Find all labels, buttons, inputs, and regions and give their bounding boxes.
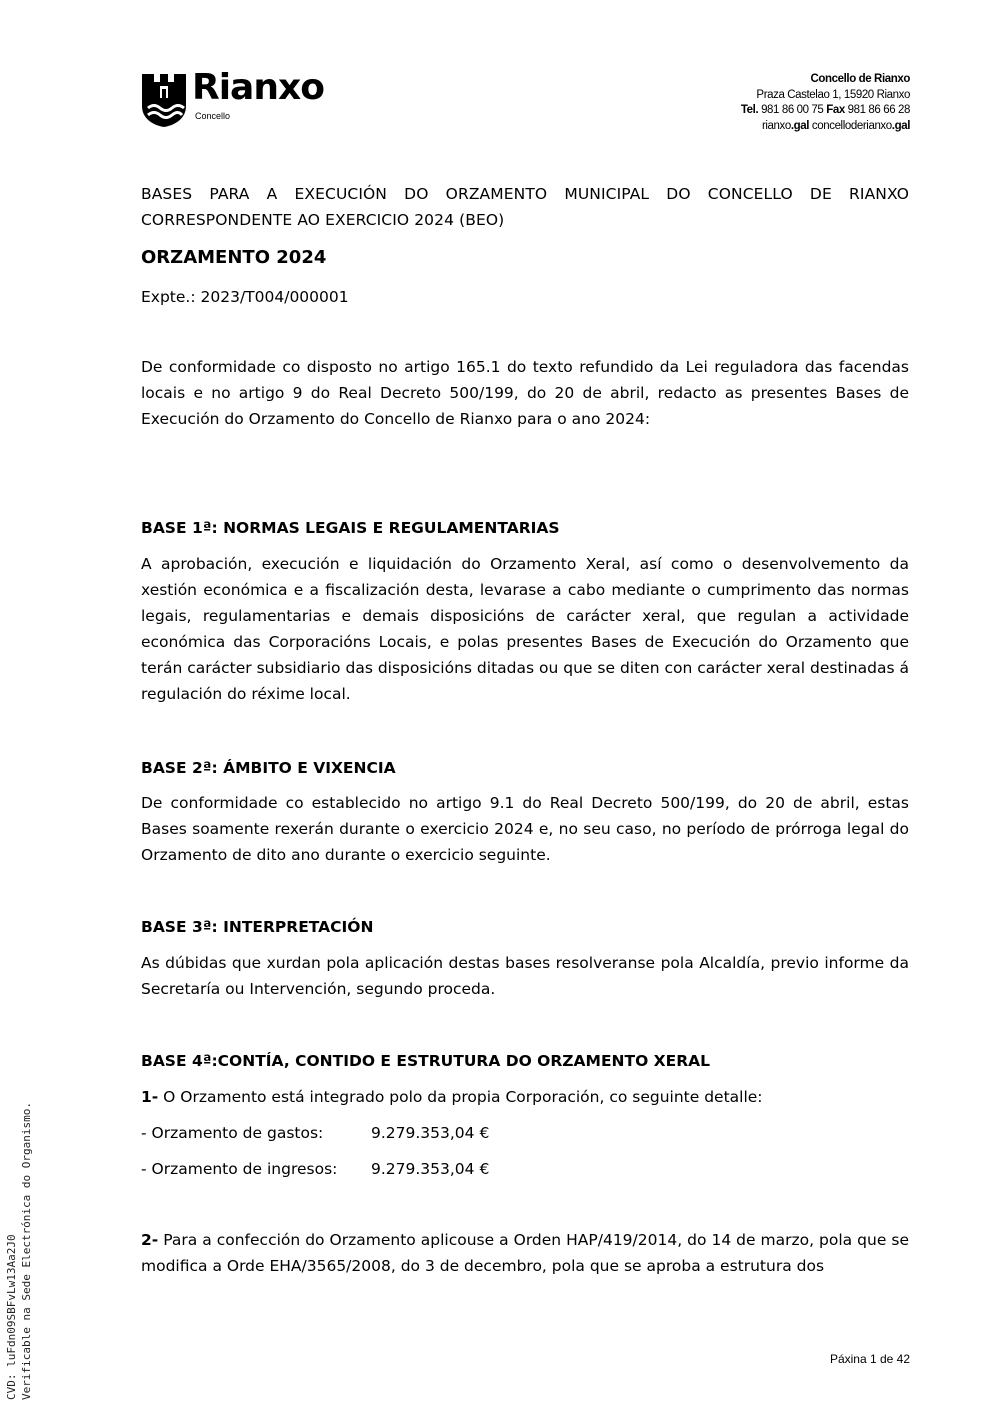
budget-income-row xyxy=(141,1156,909,1182)
cvd-code: CVD: luFdn09SBFvLw13Aa2J0 xyxy=(5,1234,18,1400)
budget-expenses-row xyxy=(141,1120,909,1146)
expenses-label: - Orzamento de gastos: xyxy=(141,1124,324,1142)
base-1-heading: BASE 1ª: NORMAS LEGAIS E REGULAMENTARIAS xyxy=(141,519,560,537)
base-1-text: A aprobación, execución e liquidación do Orzamento Xeral, así como o desenvolvemento da xestión económica e a fiscalización desta, levarase a cabo mediante o cumprimento das normas legais, regulamentarias e demais disposicións de carácter xeral, que regulan a actividade económica das Corporacións Locais, e polas presentes Bases de Execución do Orzamento que terán carácter subsidiario das disposicións ditadas ou que se diten con carácter xeral destinadas á regulación do réxime local. xyxy=(141,555,909,703)
logo-subtitle: Concello xyxy=(195,111,231,121)
document-subtitle: ORZAMENTO 2024 xyxy=(141,247,327,268)
base-3-heading: BASE 3ª: INTERPRETACIÓN xyxy=(141,918,374,936)
expedient-number: Expte.: 2023/T004/000001 xyxy=(141,288,349,306)
verification-code-stamp xyxy=(4,1102,34,1400)
page-number: Páxina 1 de 42 xyxy=(829,1352,910,1366)
org-address: Praza Castelao 1, 15920 Rianxo xyxy=(756,88,910,101)
expenses-value: 9.279.353,04 € xyxy=(371,1124,490,1142)
base-4-heading: BASE 4ª:CONTÍA, CONTIDO E ESTRUTURA DO ORZAMENTO XERAL xyxy=(141,1052,710,1070)
base-3-text: As dúbidas que xurdan pola aplicación destas bases resolveranse pola Alcaldía, previo informe da Secretaría ou Intervención, segundo proceda. xyxy=(141,954,909,998)
org-phone: Tel. 981 86 00 75 Fax 981 86 66 28 xyxy=(740,104,910,116)
concello-logo xyxy=(140,67,350,130)
verify-note: Verificable na Sede Electrónica do Organismo. xyxy=(20,1101,33,1400)
base-4-paragraph-2: 2- Para a confección do Orzamento aplicouse a Orden HAP/419/2014, do 14 de marzo, pola que se modifica a Orde EHA/3565/2008, do 3 de decembro, pola que se aproba a estrutura dos xyxy=(141,1231,909,1275)
base-4-paragraph-1: 1- O Orzamento está integrado polo da propia Corporación, co seguinte detalle: xyxy=(141,1088,763,1106)
header-contact xyxy=(741,72,910,134)
income-value: 9.279.353,04 € xyxy=(371,1160,490,1178)
org-web: rianxo.gal concelloderianxo.gal xyxy=(761,119,910,132)
org-name: Concello de Rianxo xyxy=(810,73,910,85)
base-2-text: De conformidade co establecido no artigo 9.1 do Real Decreto 500/199, do 20 de abril, estas Bases soamente rexerán durante o exercicio 2024 e, no seu caso, no período de prórroga legal do Orzamento de dito ano durante o exercicio seguinte. xyxy=(141,794,909,864)
income-label: - Orzamento de ingresos: xyxy=(141,1160,338,1178)
intro-paragraph: De conformidade co disposto no artigo 165.1 do texto refundido da Lei reguladora das facendas locais e no artigo 9 do Real Decreto 500/199, do 20 de abril, redacto as presentes Bases de Execución do Orzamento do Concello de Rianxo para o ano 2024: xyxy=(141,358,909,428)
base-2-heading: BASE 2ª: ÁMBITO E VIXENCIA xyxy=(141,759,396,777)
logo-wordmark: Rianxo xyxy=(192,67,324,108)
document-title: BASES PARA A EXECUCIÓN DO ORZAMENTO MUNICIPAL DO CONCELLO DE RIANXO CORRESPONDENTE AO EXERCICIO 2024 (BEO) xyxy=(141,185,909,229)
rianxo-crest-icon xyxy=(140,70,188,128)
